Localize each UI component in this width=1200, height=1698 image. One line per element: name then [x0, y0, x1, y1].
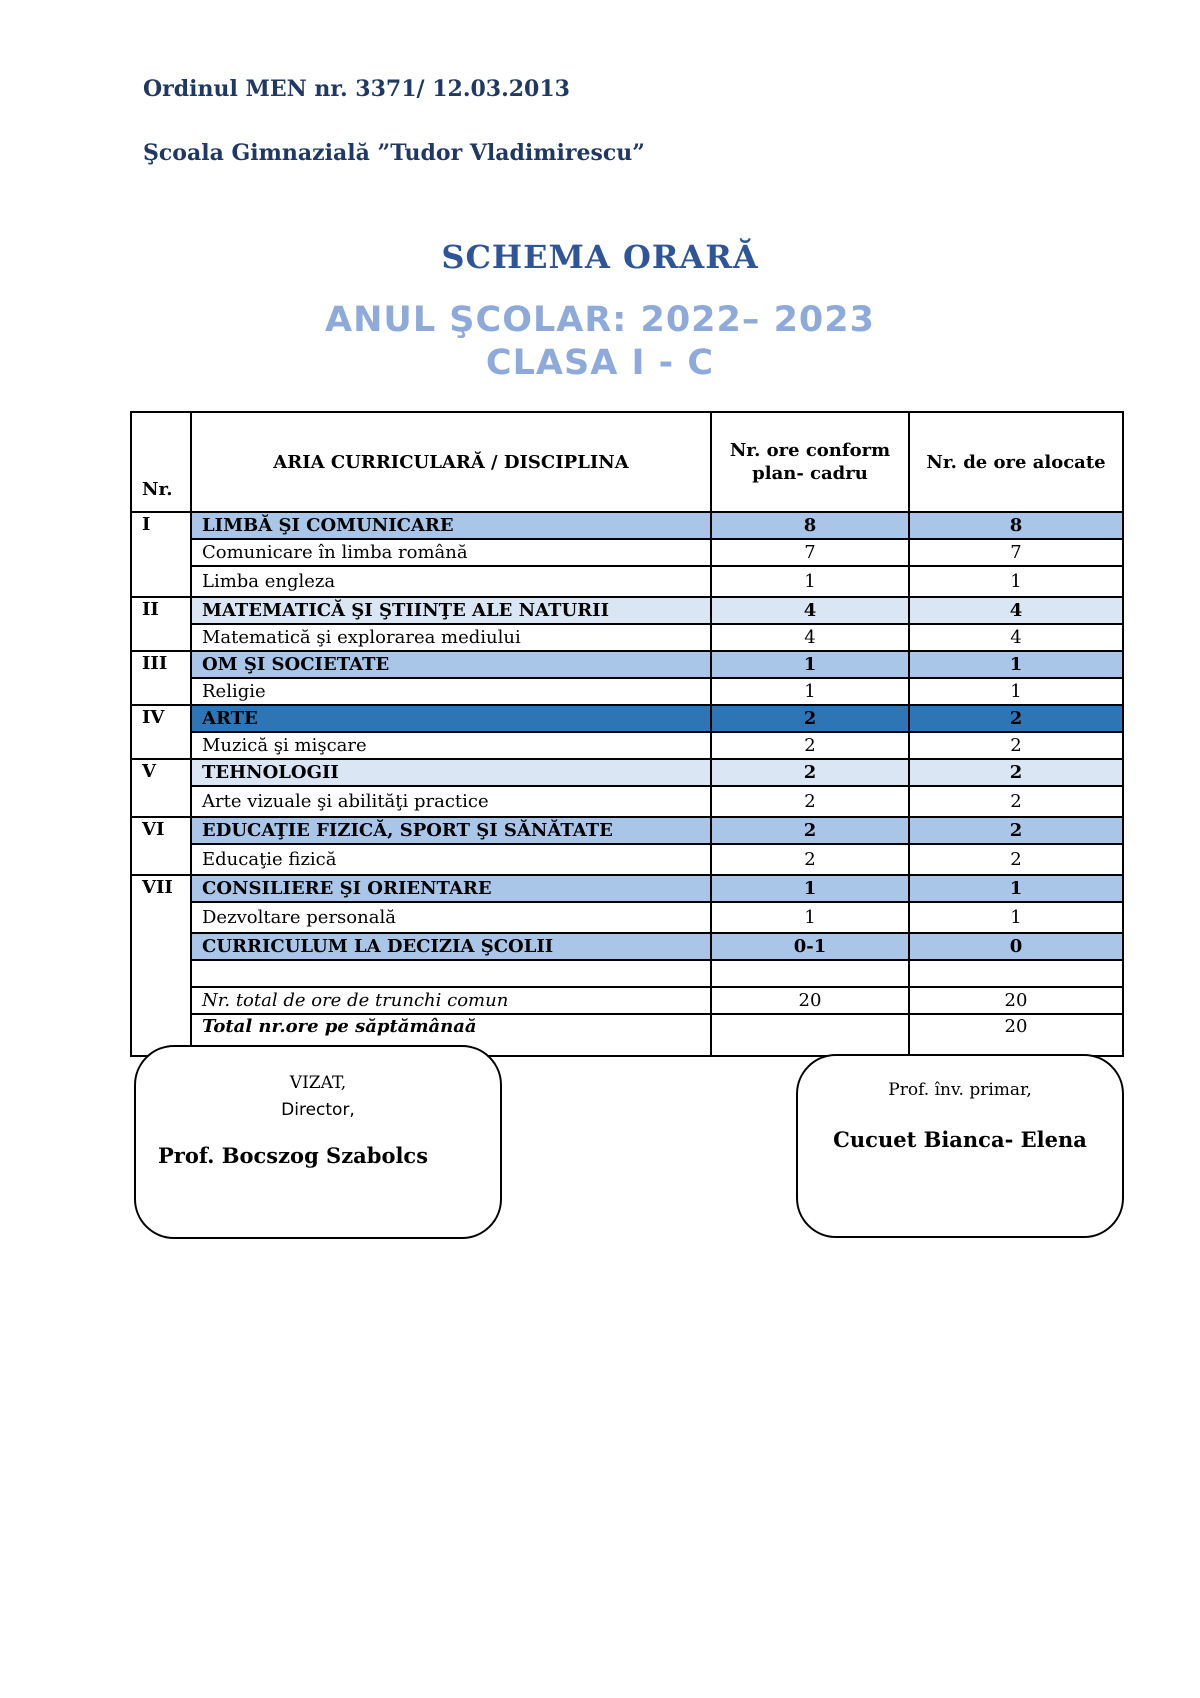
- plan-hours: 8: [711, 512, 909, 539]
- teacher-name: Cucuet Bianca- Elena: [833, 1127, 1087, 1152]
- area-name: OM ŞI SOCIETATE: [191, 651, 711, 678]
- allocated-hours: 4: [909, 624, 1123, 651]
- discipline-name: Comunicare în limba română: [191, 539, 711, 566]
- header-allocated-hours: Nr. de ore alocate: [909, 412, 1123, 512]
- plan-hours: 2: [711, 732, 909, 759]
- table-header-row: [131, 412, 1123, 512]
- allocated-hours: 2: [909, 844, 1123, 875]
- allocated-hours: 2: [909, 732, 1123, 759]
- allocated-hours: 1: [909, 566, 1123, 597]
- allocated-hours: 2: [909, 759, 1123, 786]
- table-row: [131, 678, 1123, 705]
- area-number: VII: [131, 875, 191, 1056]
- area-number: IV: [131, 705, 191, 759]
- table-row: [131, 597, 1123, 624]
- plan-hours: 0-1: [711, 933, 909, 960]
- table-row: [131, 566, 1123, 597]
- school-year: ANUL ŞCOLAR: 2022– 2023: [325, 300, 875, 340]
- vizat-label: VIZAT,: [289, 1073, 347, 1093]
- allocated-hours: 8: [909, 512, 1123, 539]
- plan-hours: 20: [711, 987, 909, 1014]
- plan-hours: 4: [711, 624, 909, 651]
- plan-hours: 2: [711, 844, 909, 875]
- table-row: [131, 759, 1123, 786]
- discipline-name: Matematică şi explorarea mediului: [191, 624, 711, 651]
- plan-hours: 2: [711, 705, 909, 732]
- area-name: MATEMATICĂ ŞI ŞTIINŢE ALE NATURII: [191, 597, 711, 624]
- plan-hours: 1: [711, 875, 909, 902]
- allocated-hours: 2: [909, 817, 1123, 844]
- area-name: EDUCAŢIE FIZICĂ, SPORT ŞI SĂNĂTATE: [191, 817, 711, 844]
- header-nr: Nr.: [131, 412, 191, 512]
- area-number: VI: [131, 817, 191, 875]
- table-row: [131, 539, 1123, 566]
- allocated-hours: 20: [909, 1014, 1123, 1056]
- director-name: Prof. Bocszog Szabolcs: [158, 1143, 429, 1168]
- table-row: [131, 705, 1123, 732]
- director-approval-box: [134, 1045, 502, 1239]
- header-plan-hours: Nr. ore conform plan- cadru: [711, 412, 909, 512]
- table-row: [131, 987, 1123, 1014]
- director-role: Director,: [281, 1100, 355, 1120]
- allocated-hours: 1: [909, 678, 1123, 705]
- table-row: [131, 817, 1123, 844]
- total-core-label: Nr. total de ore de trunchi comun: [191, 987, 711, 1014]
- table-row: [131, 960, 1123, 987]
- table-row: [131, 624, 1123, 651]
- discipline-name: Dezvoltare personală: [191, 902, 711, 933]
- table-row: [131, 651, 1123, 678]
- plan-hours: 4: [711, 597, 909, 624]
- plan-hours: 2: [711, 817, 909, 844]
- table-row: [131, 786, 1123, 817]
- area-number: III: [131, 651, 191, 705]
- plan-hours: [711, 960, 909, 987]
- page-title: SCHEMA ORARĂ: [441, 238, 759, 276]
- header-area: ARIA CURRICULARĂ / DISCIPLINA: [191, 412, 711, 512]
- allocated-hours: 2: [909, 786, 1123, 817]
- allocated-hours: 1: [909, 651, 1123, 678]
- school-name: Şcoala Gimnazială ”Tudor Vladimirescu”: [143, 140, 645, 166]
- empty-cell: [191, 960, 711, 987]
- plan-hours: 1: [711, 566, 909, 597]
- plan-hours: 1: [711, 651, 909, 678]
- discipline-name: Muzică şi mişcare: [191, 732, 711, 759]
- area-name: TEHNOLOGII: [191, 759, 711, 786]
- area-number: V: [131, 759, 191, 817]
- plan-hours: 1: [711, 678, 909, 705]
- table-row: [131, 512, 1123, 539]
- total-weekly-label: Total nr.ore pe săptămânaă: [191, 1014, 711, 1056]
- area-number: I: [131, 512, 191, 597]
- allocated-hours: 0: [909, 933, 1123, 960]
- order-reference: Ordinul MEN nr. 3371/ 12.03.2013: [143, 76, 570, 102]
- table-row: [131, 902, 1123, 933]
- schedule-table: [130, 411, 1124, 1057]
- discipline-name: Educaţie fizică: [191, 844, 711, 875]
- allocated-hours: 1: [909, 902, 1123, 933]
- table-row: [131, 933, 1123, 960]
- allocated-hours: [909, 960, 1123, 987]
- table-row: [131, 875, 1123, 902]
- plan-hours: 2: [711, 786, 909, 817]
- allocated-hours: 4: [909, 597, 1123, 624]
- allocated-hours: 20: [909, 987, 1123, 1014]
- plan-hours: [711, 1014, 909, 1056]
- discipline-name: Arte vizuale şi abilităţi practice: [191, 786, 711, 817]
- table-row: [131, 844, 1123, 875]
- area-number: II: [131, 597, 191, 651]
- area-name: LIMBĂ ŞI COMUNICARE: [191, 512, 711, 539]
- allocated-hours: 2: [909, 705, 1123, 732]
- teacher-box: [796, 1054, 1124, 1238]
- discipline-name: Limba engleza: [191, 566, 711, 597]
- plan-hours: 7: [711, 539, 909, 566]
- class-label: CLASA I - C: [485, 343, 715, 383]
- plan-hours: 2: [711, 759, 909, 786]
- area-name: ARTE: [191, 705, 711, 732]
- discipline-name: Religie: [191, 678, 711, 705]
- area-name: CONSILIERE ŞI ORIENTARE: [191, 875, 711, 902]
- table-row: [131, 732, 1123, 759]
- plan-hours: 1: [711, 902, 909, 933]
- area-name: CURRICULUM LA DECIZIA ŞCOLII: [191, 933, 711, 960]
- teacher-role: Prof. înv. primar,: [888, 1080, 1032, 1100]
- allocated-hours: 7: [909, 539, 1123, 566]
- allocated-hours: 1: [909, 875, 1123, 902]
